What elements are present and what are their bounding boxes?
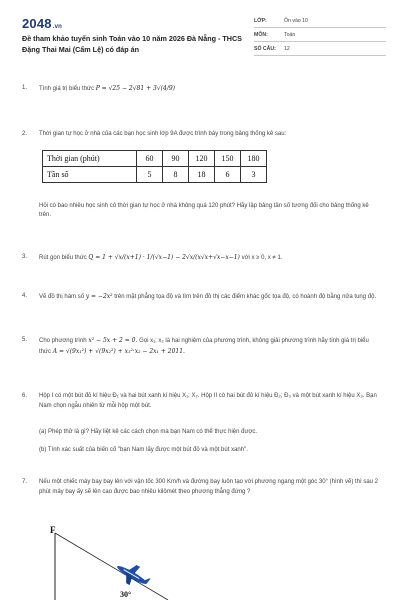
question-prompt: Tính giá trị biểu thức (39, 86, 95, 92)
meta-row-count (254, 42, 386, 56)
table-cell: 18 (189, 167, 215, 183)
meta-value: Toán (284, 31, 296, 38)
table-cell: 180 (241, 151, 267, 167)
table-cell: 60 (137, 151, 163, 167)
question-number: 3. (22, 254, 28, 260)
math-expression: x² − 5x + 2 = 0. (88, 337, 138, 344)
question-number: 4. (22, 293, 28, 299)
question-prompt-cont: Gọi x₁; x₂ là hai nghiệm của phương trình, không giải phương trình hãy tính giá trị biểu thức (39, 338, 369, 355)
airplane-figure (40, 525, 170, 600)
meta-key: LỚP: (254, 17, 267, 24)
question-number: 2. (22, 131, 28, 137)
table-row (43, 167, 267, 183)
condition-text: với x ≥ 0, x ≠ 1. (241, 255, 283, 261)
flight-path-line (55, 533, 168, 600)
meta-key: SỐ CÂU: (254, 45, 276, 52)
table-cell: 90 (163, 151, 189, 167)
meta-value: Ôn vào 10 (284, 17, 308, 24)
document-title: Đề tham khảo tuyển sinh Toán vào 10 năm 2026 Đà Nẵng - THCS Đặng Thai Mai (Cẩm Lệ) có đáp án (22, 34, 242, 54)
table-cell: 8 (163, 167, 189, 183)
question-text: Hộp I có một bút đỏ kí hiệu Đ₁ và hai bút xanh kí hiệu X₁; X₂. Hộp II có hai bút đỏ kí hiệu Đ₂; Đ₃ và một bút xanh kí hiệu X₃. Bạn Nam chọn ngẫu nhiên từ mỗi hộp một bút. (39, 393, 377, 409)
question-prompt: Vẽ đồ thị hàm số (39, 294, 85, 300)
meta-row-class (254, 14, 386, 28)
logo-suffix: .vn (52, 24, 63, 30)
table-header-cell: Tần số (43, 167, 137, 183)
question-text (39, 253, 379, 264)
table-cell: 120 (189, 151, 215, 167)
question-number: 1. (22, 85, 28, 91)
math-expression-2: A = √(9x₁²) + √(9x₂²) + x₁²·x₂ − 2x₁ + 2011. (52, 347, 185, 355)
math-expression: y = −2x² (85, 293, 113, 300)
question-text: Nếu một chiếc máy bay bay lên với vận tốc 300 Km/h và đường bay luôn tạo với phương ngang một góc 30° (hình vẽ) thì sau 2 phút máy bay ấy sẽ lên cao được bao nhiêu kilômét theo phương thẳng đứng ? (39, 479, 379, 495)
meta-panel (254, 14, 386, 56)
meta-key: MÔN: (254, 31, 268, 38)
logo-main: 2048 (22, 16, 52, 31)
meta-value: 12 (284, 45, 290, 52)
math-expression: P = √25 − 2√81 + 3√(4/9) (95, 85, 175, 92)
question-text: Thời gian tự học ở nhà của các bạn học sinh lớp 9A được trình bày trong bảng thống kê sau: (39, 131, 287, 137)
table-cell: 6 (215, 167, 241, 183)
question-prompt: Rút gọn biểu thức (39, 255, 87, 261)
question-text (39, 336, 379, 357)
question-number: 5. (22, 337, 28, 343)
table-cell: 3 (241, 167, 267, 183)
table-cell: 150 (215, 151, 241, 167)
point-label: F (50, 525, 56, 535)
question-text (39, 292, 379, 303)
question-2-followup: Hỏi có bao nhiêu học sinh có thời gian tự học ở nhà không quá 120 phút? Hãy lập bảng tần số tương đối cho bảng thống kê trên. (39, 203, 369, 218)
math-expression: Q = 1 + √x/(x+1) · 1/(√x−1) − 2√x/(x√x+√x−x−1) (88, 254, 240, 261)
angle-label: 30° (120, 590, 132, 599)
question-prompt: Cho phương trình (39, 338, 87, 344)
question-number: 6. (22, 393, 28, 399)
site-logo[interactable] (22, 16, 62, 31)
question-prompt-cont: trên mặt phẳng tọa độ và tìm trên đồ thị các điểm khác gốc tọa độ, có hoành độ bằng nửa tung độ. (114, 294, 377, 300)
table-header-cell: Thời gian (phút) (43, 151, 137, 167)
frequency-table (42, 150, 267, 183)
table-cell: 5 (137, 167, 163, 183)
question-number: 7. (22, 479, 28, 485)
question-text (39, 84, 379, 95)
question-6-part-a: (a) Phép thử là gì? Hãy liệt kê các cách chọn mà bạn Nam có thể thực hiện được. (39, 429, 258, 435)
question-6-part-b: (b) Tính xác suất của biến cố "bạn Nam lấy được một bút đỏ và một bút xanh". (39, 447, 248, 453)
table-row (43, 151, 267, 167)
meta-row-subject (254, 28, 386, 42)
